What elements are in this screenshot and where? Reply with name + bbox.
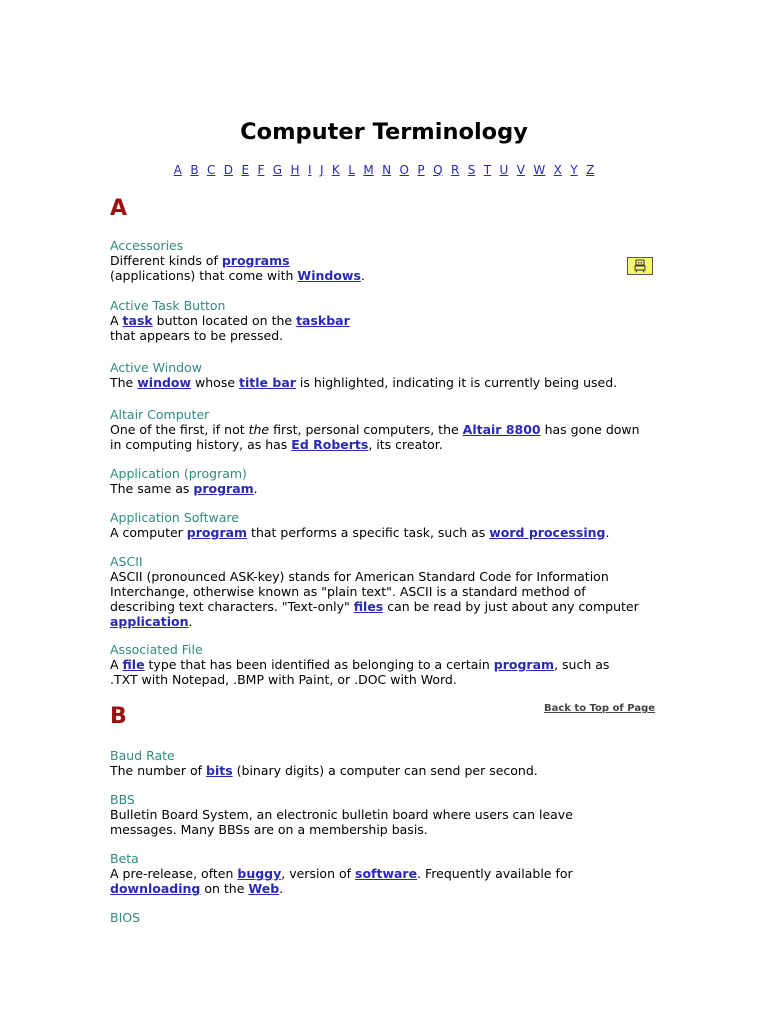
term-definition: A pre-release, often buggy, version of software. Frequently available for downloading on the Web. [110,866,573,896]
term-title: BIOS [110,910,141,925]
link-taskbar[interactable]: taskbar [296,313,350,328]
alpha-link-a[interactable]: A [173,163,182,177]
alpha-link-b[interactable]: B [190,163,199,177]
alpha-link-h[interactable]: H [290,163,300,177]
alpha-link-t[interactable]: T [483,163,492,177]
alpha-link-r[interactable]: R [450,163,460,177]
term-title: Beta [110,851,139,866]
term-title: Application Software [110,510,239,525]
link-downloading[interactable]: downloading [110,881,201,896]
term-associated-file [110,642,640,687]
term-title: Application (program) [110,466,247,481]
term-definition: Different kinds of programs (applications) that come with Windows. [110,253,365,283]
term-title: Active Task Button [110,298,226,313]
term-definition: A task button located on the taskbar that appears to be pressed. [110,313,350,343]
term-title: BBS [110,792,135,807]
link-software[interactable]: software [355,866,418,881]
section-heading-a: A [110,196,128,221]
alpha-link-d[interactable]: D [223,163,234,177]
alpha-link-s[interactable]: S [467,163,476,177]
term-definition: ASCII (pronounced ASK-key) stands for American Standard Code for Information Interchange, otherwise known as "plain text". ASCII is a standard method of describing text characters. "Text-only" files can be read by just about any computer application. [110,569,639,629]
link-buggy[interactable]: buggy [237,866,282,881]
term-bbs [110,792,640,837]
term-application-program [110,466,640,496]
link-windows[interactable]: Windows [297,268,361,283]
link-program[interactable]: program [493,657,555,672]
alpha-link-q[interactable]: Q [433,163,443,177]
alpha-link-c[interactable]: C [206,163,216,177]
section-heading-b: B [110,704,127,729]
link-word-processing[interactable]: word processing [489,525,606,540]
alpha-link-z[interactable]: Z [586,163,595,177]
back-to-top-link[interactable]: Back to Top of Page [544,703,656,714]
link-files[interactable]: files [353,599,384,614]
term-title: Active Window [110,360,202,375]
term-definition: The same as program. [110,481,258,496]
term-accessories [110,238,640,283]
term-definition: A computer program that performs a specific task, such as word processing. [110,525,610,540]
term-definition: The window whose title bar is highlighted, indicating it is currently being used. [110,375,618,390]
alpha-link-p[interactable]: P [417,163,425,177]
alpha-link-u[interactable]: U [499,163,509,177]
term-definition: A file type that has been identified as belonging to a certain program, such as .TXT with Notepad, .BMP with Paint, or .DOC with Word. [110,657,610,687]
link-ed-roberts[interactable]: Ed Roberts [291,437,369,452]
link-task[interactable]: task [122,313,153,328]
link-window[interactable]: window [137,375,192,390]
alpha-link-w[interactable]: W [533,163,546,177]
term-title: Baud Rate [110,748,175,763]
alpha-link-k[interactable]: K [331,163,340,177]
term-ascii [110,554,640,629]
alpha-link-y[interactable]: Y [570,163,578,177]
link-application[interactable]: application [110,614,189,629]
term-definition: The number of bits (binary digits) a computer can send per second. [110,763,538,778]
link-title-bar[interactable]: title bar [239,375,296,390]
term-application-software [110,510,640,540]
link-web[interactable]: Web [248,881,280,896]
term-title: Altair Computer [110,407,210,422]
term-baud-rate [110,748,640,778]
alpha-link-g[interactable]: G [272,163,283,177]
link-altair-8800[interactable]: Altair 8800 [462,422,541,437]
alpha-link-x[interactable]: X [553,163,562,177]
term-title: Accessories [110,238,184,253]
term-active-task-button [110,298,640,343]
term-title: ASCII [110,554,143,569]
link-bits[interactable]: bits [206,763,233,778]
term-title: Associated File [110,642,203,657]
alpha-link-l[interactable]: L [348,163,355,177]
term-active-window [110,360,640,390]
alpha-link-o[interactable]: O [399,163,409,177]
term-bios [110,910,640,925]
alpha-link-v[interactable]: V [516,163,525,177]
term-definition: Bulletin Board System, an electronic bulletin board where users can leave messages. Many BBSs are on a membership basis. [110,807,573,837]
term-beta [110,851,640,896]
link-program[interactable]: program [186,525,248,540]
alpha-link-j[interactable]: J [319,163,324,177]
link-programs[interactable]: programs [221,253,290,268]
term-definition: One of the first, if not the first, personal computers, the Altair 8800 has gone down in computing history, as has Ed Roberts, its creator. [110,422,640,452]
alphabet-nav [0,162,768,178]
alpha-link-f[interactable]: F [257,163,265,177]
link-file[interactable]: file [122,657,145,672]
page-title: Computer Terminology [240,119,528,145]
term-altair-computer [110,407,640,452]
alpha-link-e[interactable]: E [241,163,250,177]
link-program[interactable]: program [193,481,254,496]
alpha-link-m[interactable]: M [363,163,374,177]
alpha-link-i[interactable]: I [307,163,312,177]
alpha-link-n[interactable]: N [382,163,392,177]
